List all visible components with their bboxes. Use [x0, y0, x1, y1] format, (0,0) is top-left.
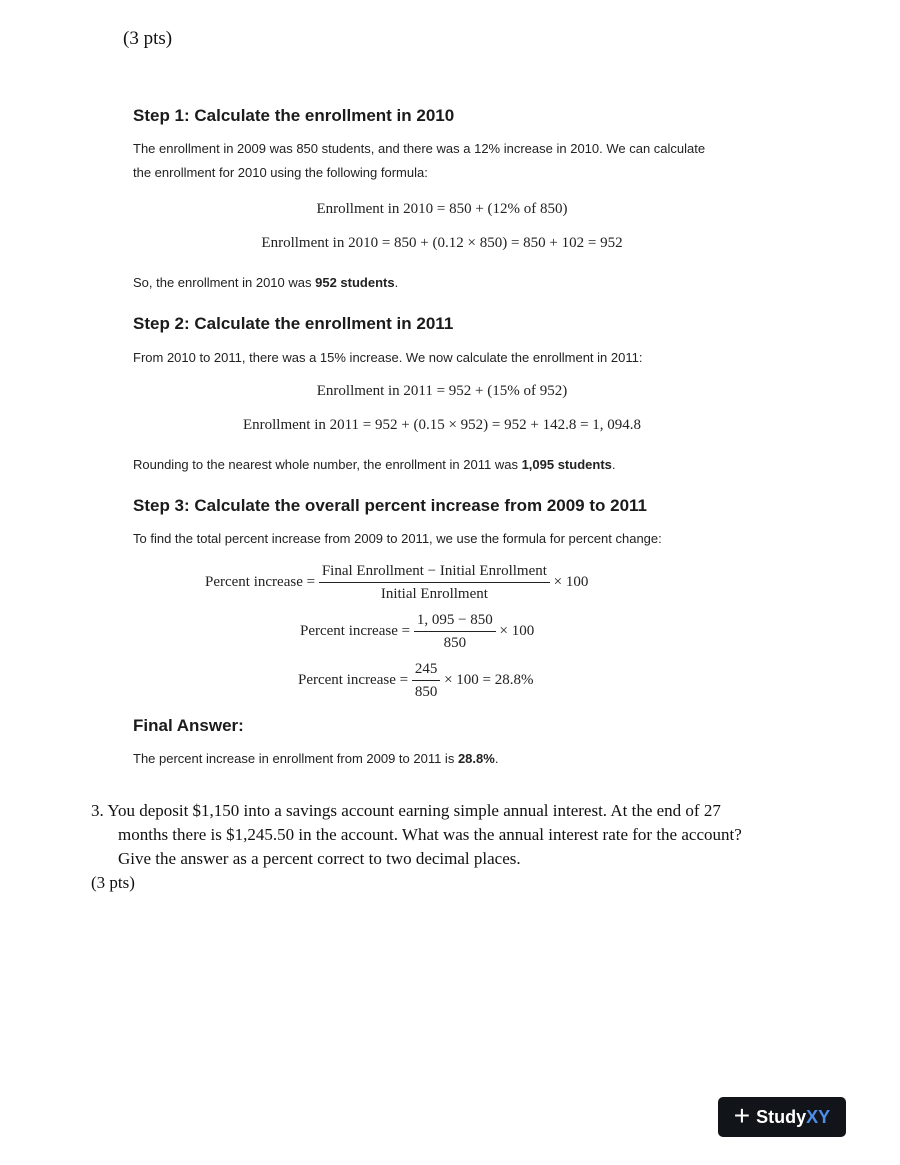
step3-eq3-numerator: 245 [412, 660, 441, 681]
step3-eq3-fraction [412, 660, 441, 701]
question3-points: (3 pts) [91, 873, 135, 892]
step3-eq3-denominator: 850 [414, 684, 438, 700]
step3-equation-3 [298, 660, 534, 701]
step3-heading: Step 3: Calculate the overall percent increase from 2009 to 2011 [133, 496, 648, 515]
plus-icon: + [733, 1099, 751, 1131]
step3-eq1-fraction [319, 562, 550, 603]
step3-equation-2 [300, 611, 534, 652]
step3-eq2-fraction [414, 611, 496, 652]
question3-line1: 3. You deposit $1,150 into a savings account earning simple annual interest. At the end of 27 [91, 801, 721, 820]
step1-result-suffix: . [394, 275, 399, 290]
step3-equation-1 [205, 562, 588, 603]
step1-result-bold: 952 students [315, 275, 395, 290]
step2-equation-2: Enrollment in 2011 = 952 + (0.15 × 952) = 952 + 142.8 = 1, 094.8 [242, 417, 642, 433]
step3-eq2-denominator: 850 [443, 635, 467, 651]
step3-eq1-left: Percent increase = [205, 574, 316, 590]
step1-result [133, 271, 398, 295]
step3-eq1-denominator: Initial Enrollment [380, 586, 488, 602]
top-points-label: (3 pts) [123, 28, 173, 49]
step3-eq1-right: × 100 [553, 574, 589, 590]
step1-paragraph-line2: the enrollment for 2010 using the following formula: [133, 165, 428, 180]
step2-paragraph: From 2010 to 2011, there was a 15% increase. We now calculate the enrollment in 2011: [133, 350, 643, 365]
final-answer-prefix: The percent increase in enrollment from 2009 to 2011 is [133, 751, 458, 766]
step2-result [133, 453, 616, 477]
final-answer-suffix: . [494, 751, 499, 766]
question3-line2: months there is $1,245.50 in the account. What was the annual interest rate for the account? [118, 825, 742, 844]
step3-eq2-left: Percent increase = [300, 623, 411, 639]
question3-line3: Give the answer as a percent correct to two decimal places. [118, 849, 521, 868]
step2-equation-1: Enrollment in 2011 = 952 + (15% of 952) [316, 383, 568, 399]
step3-eq2-numerator: 1, 095 − 850 [414, 611, 496, 632]
step3-paragraph: To find the total percent increase from 2009 to 2011, we use the formula for percent change: [133, 531, 662, 546]
brand-xy-text: XY [806, 1106, 831, 1127]
step3-eq3-right: × 100 = 28.8% [444, 672, 534, 688]
step1-equation-2: Enrollment in 2010 = 850 + (0.12 × 850) = 850 + 102 = 952 [261, 235, 623, 251]
step2-heading: Step 2: Calculate the enrollment in 2011 [133, 314, 454, 333]
step2-result-bold: 1,095 students [521, 457, 612, 472]
step2-result-suffix: . [611, 457, 616, 472]
final-answer-heading: Final Answer: [133, 716, 244, 735]
step3-eq1-numerator: Final Enrollment − Initial Enrollment [319, 562, 550, 583]
step1-equation-1: Enrollment in 2010 = 850 + (12% of 850) [316, 201, 568, 217]
brand-study-text: Study [756, 1106, 807, 1127]
step1-result-prefix: So, the enrollment in 2010 was [133, 275, 316, 290]
step2-result-prefix: Rounding to the nearest whole number, the enrollment in 2011 was [133, 457, 522, 472]
final-answer-text [133, 747, 498, 771]
step3-eq2-right: × 100 [499, 623, 535, 639]
final-answer-bold: 28.8% [457, 751, 495, 766]
step1-heading: Step 1: Calculate the enrollment in 2010 [133, 106, 455, 125]
studyxy-logo [718, 1097, 846, 1137]
step1-paragraph-line1: The enrollment in 2009 was 850 students, and there was a 12% increase in 2010. We can calculate [133, 141, 706, 156]
step3-eq3-left: Percent increase = [298, 672, 409, 688]
